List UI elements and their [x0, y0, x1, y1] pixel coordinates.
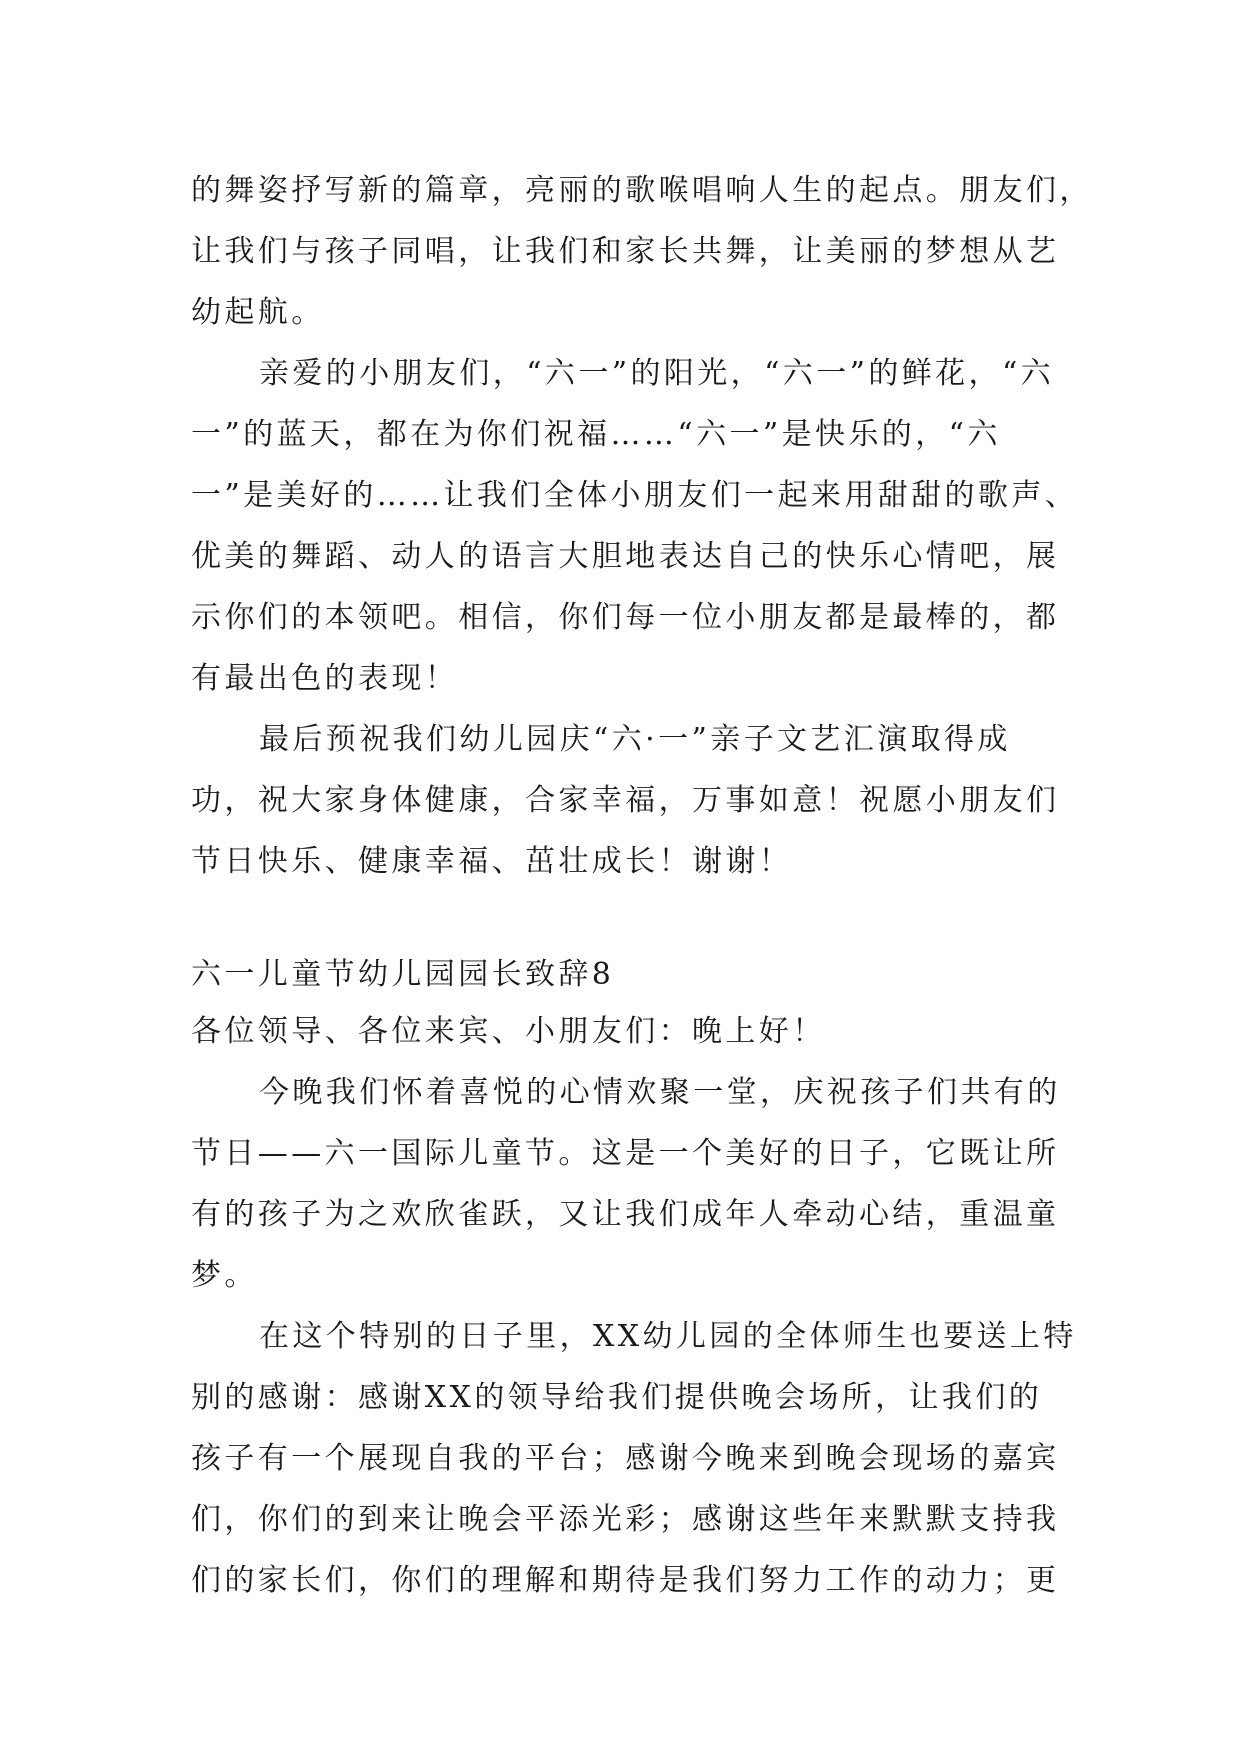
text-line: 一”是美好的……让我们全体小朋友们一起来用甜甜的歌声、: [191, 478, 1079, 513]
text-line: 有的孩子为之欢欣雀跃，又让我们成年人牵动心结，重温童: [191, 1197, 1060, 1232]
text-line: 幼起航。: [191, 295, 325, 330]
text-line: 最后预祝我们幼儿园庆“六·一”亲子文艺汇演取得成: [259, 722, 1011, 757]
section-title: 六一儿童节幼儿园园长致辞8: [191, 957, 615, 992]
text-line: 在这个特别的日子里，XX幼儿园的全体师生也要送上特: [259, 1319, 1077, 1354]
text-line: 亲爱的小朋友们，“六一”的阳光，“六一”的鲜花，“六: [259, 356, 1055, 391]
text-line: 别的感谢：感谢XX的领导给我们提供晚会场所，让我们的: [191, 1380, 1043, 1415]
text-line: 今晚我们怀着喜悦的心情欢聚一堂，庆祝孩子们共有的: [259, 1075, 1061, 1110]
paragraph-closing-wishes: [191, 709, 1060, 892]
text-line: 梦。: [191, 1258, 258, 1293]
text-line: 功，祝大家身体健康，合家幸福，万事如意！祝愿小朋友们: [191, 783, 1060, 818]
section-spacer: [191, 892, 1050, 949]
text-line: 的舞姿抒写新的篇章，亮丽的歌喉唱响人生的起点。朋友们，: [191, 173, 1093, 208]
text-line: 们的家长们，你们的理解和期待是我们努力工作的动力；更: [191, 1563, 1060, 1598]
text-line: 示你们的本领吧。相信，你们每一位小朋友都是最棒的，都: [191, 600, 1060, 635]
text-line: 优美的舞蹈、动人的语言大胆地表达自己的快乐心情吧，展: [191, 539, 1060, 574]
paragraph-thanks: [191, 1306, 1077, 1611]
text-line: 们，你们的到来让晚会平添光彩；感谢这些年来默默支持我: [191, 1502, 1060, 1537]
paragraph-celebration: [191, 1062, 1061, 1306]
greeting-line: 各位领导、各位来宾、小朋友们：晚上好！: [191, 1014, 826, 1049]
text-line: 一”的蓝天，都在为你们祝福……“六一”是快乐的，“六: [191, 417, 1001, 452]
text-line: 孩子有一个展现自我的平台；感谢今晚来到晚会现场的嘉宾: [191, 1441, 1060, 1476]
text-line: 节日快乐、健康幸福、茁壮成长！谢谢！: [191, 844, 793, 879]
text-line: 节日——六一国际儿童节。这是一个美好的日子，它既让所: [191, 1136, 1060, 1171]
text-line: 有最出色的表现！: [191, 661, 459, 696]
paragraph-children-wishes: [191, 343, 1079, 709]
paragraph-continuation: [191, 160, 1093, 343]
text-line: 让我们与孩子同唱，让我们和家长共舞，让美丽的梦想从艺: [191, 234, 1060, 269]
document-body: [191, 160, 1093, 1611]
